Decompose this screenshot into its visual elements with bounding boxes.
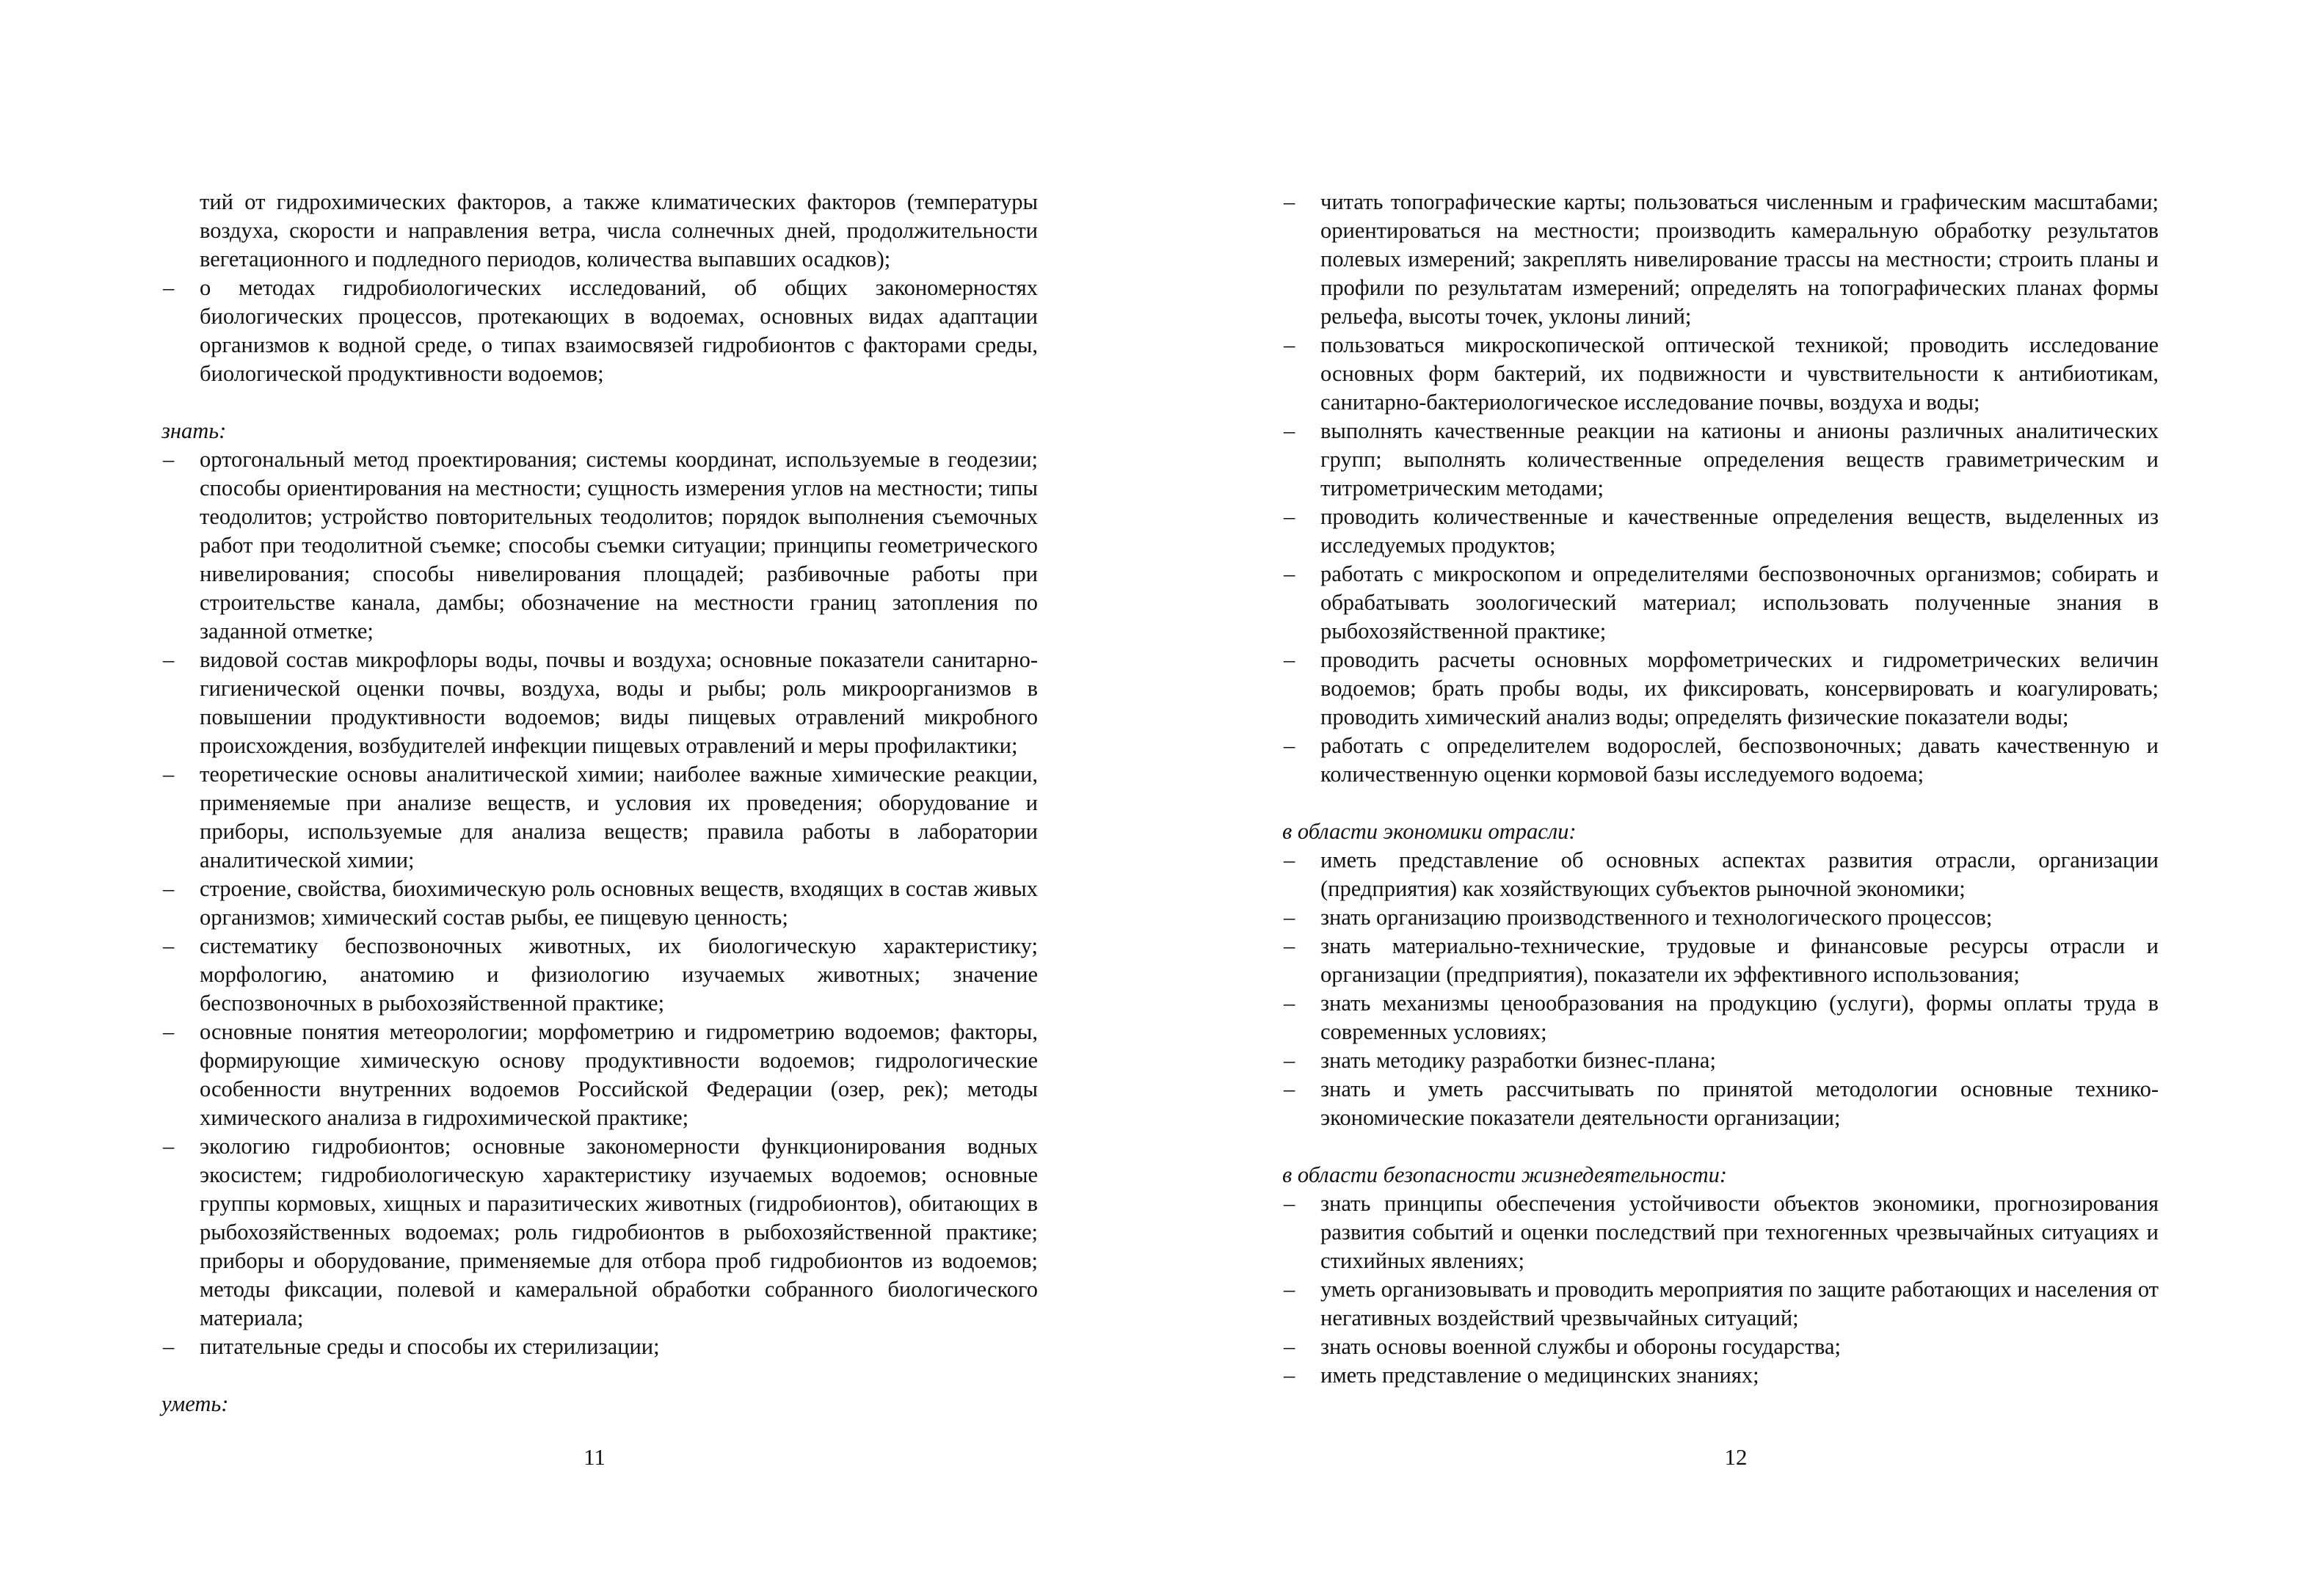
list-item: – питательные среды и способы их стерилизации; bbox=[161, 1333, 1038, 1361]
list-item: – теоретические основы аналитической химии; наиболее важные химические реакции, применяемые при анализе веществ, и условия их проведения; оборудование и приборы, используемые для анализа веществ; правила работы в лаборатории аналитической химии; bbox=[161, 760, 1038, 875]
list-item: – пользоваться микроскопической оптической техникой; проводить исследование основных форм бактерий, их подвижности и чувствительности к антибиотикам, санитарно-бактериологическое исследование почвы, воздуха и воды; bbox=[1282, 331, 2159, 417]
page-number: 12 bbox=[1724, 1444, 1748, 1470]
list-item: – строение, свойства, биохимическую роль основных веществ, входящих в состав живых организмов; химический состав рыбы, ее пищевую ценность; bbox=[161, 875, 1038, 932]
list-item: – знать принципы обеспечения устойчивости объектов экономики, прогнозирования развития событий и оценки последствий при техногенных чрезвычайных ситуациях и стихийных явлениях; bbox=[1282, 1189, 2159, 1275]
list-item: – иметь представление о медицинских знаниях; bbox=[1282, 1361, 2159, 1390]
intro-list bbox=[161, 274, 1038, 388]
safety-heading: в области безопасности жизнедеятельности: bbox=[1282, 1162, 1728, 1187]
page-number: 11 bbox=[584, 1444, 606, 1470]
continuation-paragraph: тий от гидрохимических факторов, а также климатических факторов (температуры воздуха, скорости и направления ветра, числа солнечных дней, продолжительности вегетационного и подледного периодов, количества выпавших осадков); bbox=[200, 189, 1038, 272]
list-item: – проводить количественные и качественные определения веществ, выделенных из исследуемых продуктов; bbox=[1282, 503, 2159, 560]
list-item: – о методах гидробиологических исследований, об общих закономерностях биологических процессов, протекающих в водоемах, основных видах адаптации организмов к водной среде, о типах взаимосвязей гидробионтов с факторами среды, биологической продуктивности водоемов; bbox=[161, 274, 1038, 388]
right-page bbox=[1156, 0, 2312, 1596]
list-item: – работать с микроскопом и определителями беспозвоночных организмов; собирать и обрабатывать зоологический материал; использовать полученные знания в рыбохозяйственной практике; bbox=[1282, 560, 2159, 646]
economics-heading: в области экономики отрасли: bbox=[1282, 819, 1577, 844]
znat-heading: знать: bbox=[161, 418, 227, 443]
economics-list bbox=[1282, 846, 2159, 1132]
list-item: – знать и уметь рассчитывать по принятой методологии основные технико-экономические показатели деятельности организации; bbox=[1282, 1075, 2159, 1132]
list-item: – выполнять качественные реакции на катионы и анионы различных аналитических групп; выполнять количественные определения веществ гравиметрическим и титрометрическим методами; bbox=[1282, 417, 2159, 503]
list-item: – ортогональный метод проектирования; системы координат, используемые в геодезии; способы ориентирования на местности; сущность измерения углов на местности; типы теодолитов; устройство повторительных теодолитов; порядок выполнения съемочных работ при теодолитной съемке; способы съемки ситуации; принципы геометрического нивелирования; способы нивелирования площадей; разбивочные работы при строительстве канала, дамбы; обозначение на местности границ затопления по заданной отметке; bbox=[161, 445, 1038, 646]
list-item: – знать материально-технические, трудовые и финансовые ресурсы отрасли и организации (предприятия), показатели их эффективного использования; bbox=[1282, 932, 2159, 989]
list-item: – знать основы военной службы и обороны государства; bbox=[1282, 1333, 2159, 1361]
list-item: – работать с определителем водорослей, беспозвоночных; давать качественную и количественную оценки кормовой базы исследуемого водоема; bbox=[1282, 732, 2159, 789]
left-page-text bbox=[161, 188, 1038, 1418]
list-item: – основные понятия метеорологии; морфометрию и гидрометрию водоемов; факторы, формирующие химическую основу продуктивности водоемов; гидрологические особенности внутренних водоемов Российской Федерации (озер, рек); методы химического анализа в гидрохимической практике; bbox=[161, 1018, 1038, 1132]
list-item: – знать механизмы ценообразования на продукцию (услуги), формы оплаты труда в современных условиях; bbox=[1282, 989, 2159, 1046]
list-item: – читать топографические карты; пользоваться численным и графическим масштабами; ориентироваться на местности; производить камеральную обработку результатов полевых измерений; закреплять нивелирование трассы на местности; строить планы и профили по результатам измерений; определять на топографических планах формы рельефа, высоты точек, уклоны линий; bbox=[1282, 188, 2159, 331]
znat-list bbox=[161, 445, 1038, 1361]
list-item: – иметь представление об основных аспектах развития отрасли, организации (предприятия) как хозяйствующих субъектов рыночной экономики; bbox=[1282, 846, 2159, 903]
right-page-text bbox=[1282, 188, 2159, 1390]
list-item: – видовой состав микрофлоры воды, почвы и воздуха; основные показатели санитарно-гигиенической оценки почвы, воздуха, воды и рыбы; роль микроорганизмов в повышении продуктивности водоемов; виды пищевых отравлений микробного происхождения, возбудителей инфекции пищевых отравлений и меры профилактики; bbox=[161, 646, 1038, 760]
list-item: – экологию гидробионтов; основные закономерности функционирования водных экосистем; гидробиологическую характеристику изучаемых водоемов; основные группы кормовых, хищных и паразитических животных (гидробионтов), обитающих в рыбохозяйственных водоемах; роль гидробионтов в рыбохозяйственной практике; приборы и оборудование, применяемые для отбора проб гидробионтов из водоемов; методы фиксации, полевой и камеральной обработки собранного биологического материала; bbox=[161, 1132, 1038, 1333]
umet-heading: уметь: bbox=[161, 1391, 229, 1416]
list-item: – систематику беспозвоночных животных, их биологическую характеристику; морфологию, анатомию и физиологию изучаемых животных; значение беспозвоночных в рыбохозяйственной практике; bbox=[161, 932, 1038, 1018]
list-item: – знать методику разработки бизнес-плана; bbox=[1282, 1046, 2159, 1075]
list-item: – знать организацию производственного и технологического процессов; bbox=[1282, 903, 2159, 932]
safety-list bbox=[1282, 1189, 2159, 1390]
umet-list bbox=[1282, 188, 2159, 789]
list-item: – уметь организовывать и проводить мероприятия по защите работающих и населения от негативных воздействий чрезвычайных ситуаций; bbox=[1282, 1275, 2159, 1333]
list-item: – проводить расчеты основных морфометрических и гидрометрических величин водоемов; брать пробы воды, их фиксировать, консервировать и коагулировать; проводить химический анализ воды; определять физические показатели воды; bbox=[1282, 646, 2159, 732]
